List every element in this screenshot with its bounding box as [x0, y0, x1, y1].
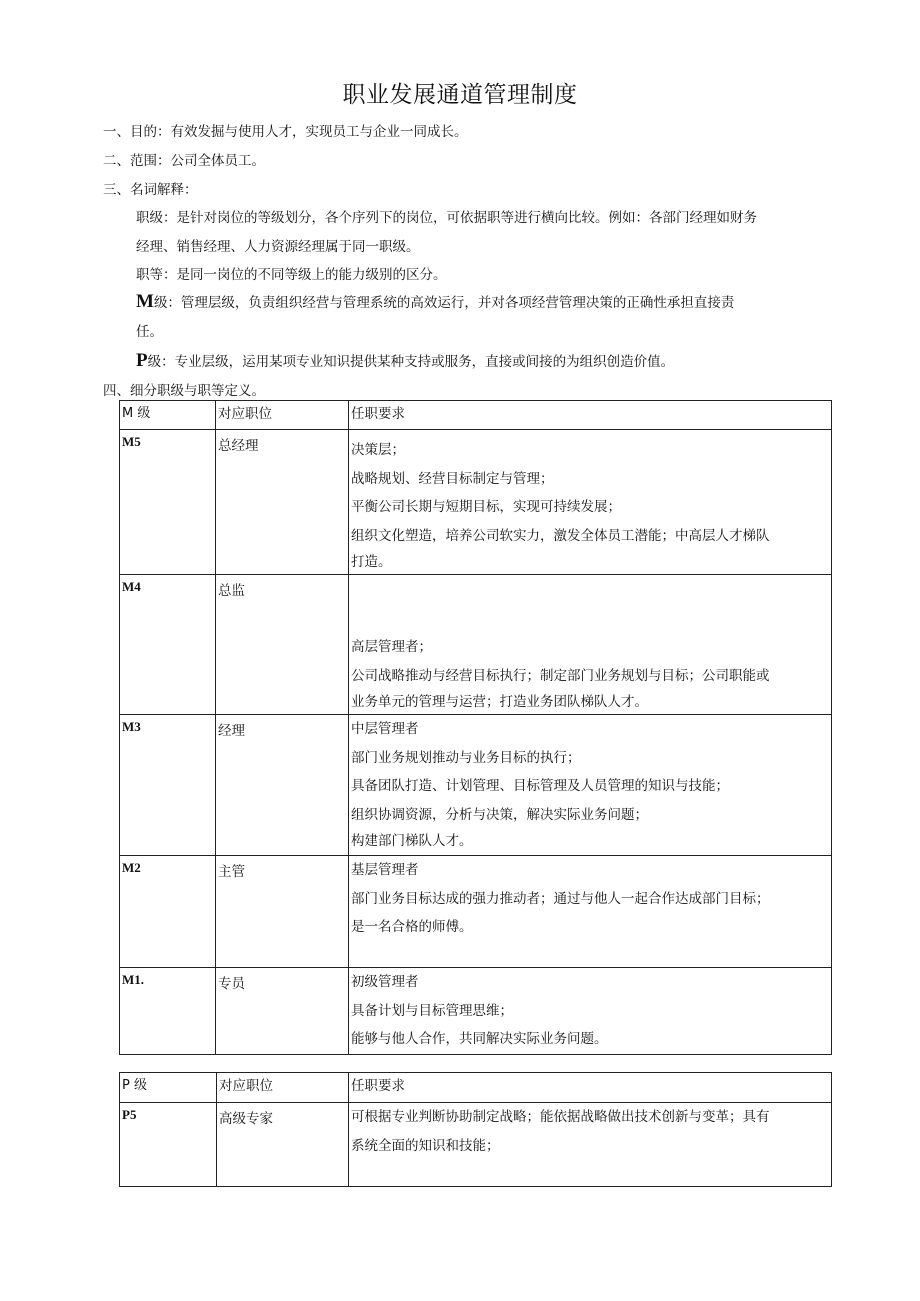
table-row — [120, 856, 832, 968]
p-level-table — [119, 1072, 832, 1187]
section-terms-heading: 三、名词解释： — [103, 182, 198, 198]
m3-req-line: 组织协调资源，分析与决策，解决实际业务问题； — [351, 806, 648, 823]
m4-code: M4 — [120, 575, 216, 715]
m-header-requirements: 任职要求 — [349, 401, 832, 430]
p-header-level: P 级 — [120, 1073, 217, 1103]
m3-req-line: 具备团队打造、计划管理、目标管理及人员管理的知识与技能； — [351, 778, 729, 794]
m5-code: M5 — [120, 430, 216, 575]
m2-req-line: 基层管理者 — [351, 862, 419, 878]
m5-req-line: 决策层； — [351, 442, 405, 458]
m-level-table — [119, 400, 832, 1055]
p5-position: 高级专家 — [217, 1103, 349, 1187]
term-rank-line-1: 职级：是针对岗位的等级划分，各个序列下的岗位，可依据职等进行横向比较。例如：各部门经理如财务 — [136, 210, 757, 226]
m4-requirements — [349, 575, 832, 715]
m3-requirements — [349, 715, 832, 856]
p-header-requirements: 任职要求 — [349, 1073, 832, 1103]
table-row — [120, 968, 832, 1055]
m5-requirements — [349, 430, 832, 575]
m4-req-line: 业务单元的管理与运营；打造业务团队梯队人才。 — [351, 694, 648, 710]
term-p-text: 级：专业层级，运用某项专业知识提供某种支持或服务，直接或间接的为组织创造价值。 — [147, 354, 675, 370]
term-grade: 职等：是同一岗位的不同等级上的能力级别的区分。 — [136, 267, 447, 283]
m4-position: 总监 — [216, 575, 349, 715]
term-m-line-2: 任。 — [136, 324, 163, 340]
section-definitions-heading: 四、细分职级与职等定义。 — [103, 383, 265, 399]
m3-req-line: 构建部门梯队人才。 — [351, 833, 473, 849]
m5-req-line: 组织文化塑造，培养公司软实力，激发全体员工潜能；中高层人才梯队 — [351, 527, 770, 544]
m3-position: 经理 — [216, 715, 349, 856]
m2-position: 主管 — [216, 856, 349, 968]
m2-requirements — [349, 856, 832, 968]
term-rank-line-2: 经理、销售经理、人力资源经理属于同一职级。 — [136, 239, 420, 255]
table-row — [120, 715, 832, 856]
m1-code: M1. — [120, 968, 216, 1055]
p5-req-line: 可根据专业判断协助制定战略；能依据战略做出技术创新与变革；具有 — [351, 1109, 770, 1125]
m5-req-line: 平衡公司长期与短期目标，实现可持续发展； — [351, 499, 621, 515]
m1-position: 专员 — [216, 968, 349, 1055]
p5-requirements — [349, 1103, 832, 1187]
m4-req-line: 公司战略推动与经营目标执行；制定部门业务规划与目标；公司职能或 — [351, 667, 770, 684]
m1-req-line: 能够与他人合作，共同解决实际业务问题。 — [351, 1031, 608, 1047]
m2-req-line: 是一名合格的师傅。 — [351, 919, 473, 935]
p5-req-line: 系统全面的知识和技能； — [351, 1137, 500, 1154]
m3-req-line: 部门业务规划推动与业务目标的执行； — [351, 749, 581, 766]
m3-code: M3 — [120, 715, 216, 856]
table-row — [120, 430, 832, 575]
section-purpose: 一、目的：有效发掘与使用人才，实现员工与企业一同成长。 — [103, 124, 468, 140]
m3-req-line: 中层管理者 — [351, 721, 419, 737]
m1-requirements — [349, 968, 832, 1055]
m-header-level: M 级 — [120, 401, 216, 430]
m5-position: 总经理 — [216, 430, 349, 575]
m-table-header — [120, 401, 832, 430]
table-row — [120, 1103, 832, 1187]
m-header-position: 对应职位 — [216, 401, 349, 430]
p-table-header — [120, 1073, 832, 1103]
p-header-position: 对应职位 — [217, 1073, 349, 1103]
term-p-letter: P — [136, 350, 148, 371]
term-m-letter: M — [136, 291, 154, 312]
m5-req-line: 打造。 — [351, 554, 392, 570]
m4-req-line: 高层管理者； — [351, 639, 432, 655]
section-scope: 二、范围：公司全体员工。 — [103, 153, 265, 169]
m2-req-line: 部门业务目标达成的强力推动者；通过与他人一起合作达成部门目标； — [351, 890, 770, 907]
term-m-text: 级：管理层级，负责组织经营与管理系统的高效运行，并对各项经营管理决策的正确性承担直接责 — [153, 295, 735, 311]
table-row — [120, 575, 832, 715]
m1-req-line: 具备计划与目标管理思维； — [351, 1002, 513, 1019]
m2-code: M2 — [120, 856, 216, 968]
m5-req-line: 战略规划、经营目标制定与管理； — [351, 470, 554, 487]
m1-req-line: 初级管理者 — [351, 974, 419, 990]
term-p-line — [136, 351, 674, 372]
page-title: 职业发展通道管理制度 — [342, 82, 578, 108]
p5-code: P5 — [120, 1103, 217, 1187]
term-m-line-1 — [136, 292, 734, 313]
